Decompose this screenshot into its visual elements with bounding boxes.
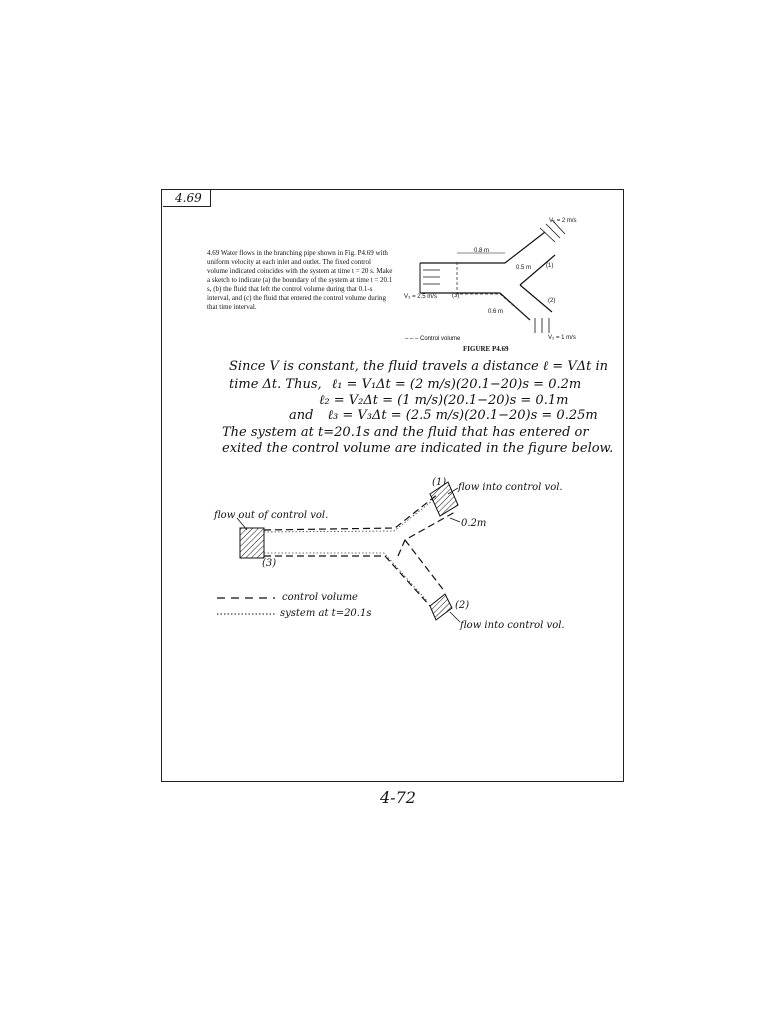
sketch-label-3: (3) [262, 558, 277, 569]
fig-dim-bottom: 0.6 m [488, 309, 504, 315]
solution-line-2: time Δt. Thus, ℓ₁ = V₁Δt = (2 m/s)(20.1−20)s = 0.2m [229, 377, 582, 392]
sketch-flow-in-2: flow into control vol. [460, 620, 565, 631]
solution-eq-2: ℓ₂ = V₂Δt = (1 m/s)(20.1−20)s = 0.1m [319, 393, 569, 408]
sketch-flow-out: flow out of control vol. [214, 510, 329, 521]
fig-label-2: (2) [548, 298, 556, 304]
sketch-label-2: (2) [455, 600, 470, 611]
solution-line-5: exited the control volume are indicated in the figure below. [222, 441, 614, 456]
problem-statement: 4.69 Water flows in the branching pipe shown in Fig. P4.69 with uniform velocity at each inlet and outlet. The fixed control volume indicated coincides with the system at time t = 20 s. Make a sketch to indicate (a) the boundary of the system at time t = 20.1 s, (b) the fluid that left the control volume during that 0.1-s interval, and (c) the fluid that entered the control volume during that time interval. [207, 249, 393, 311]
sketch-flow-in-1: flow into control vol. [458, 482, 563, 493]
legend-system: system at t=20.1s [280, 608, 372, 619]
fig-label-1: (1) [546, 263, 554, 269]
sketch-dim: 0.2m [461, 518, 487, 529]
solution-eq-3: and ℓ₃ = V₃Δt = (2.5 m/s)(20.1−20)s = 0.25m [289, 408, 598, 423]
solution-line-1: Since V is constant, the fluid travels a distance ℓ = VΔt in [229, 359, 608, 374]
fig-legend: – – – Control volume [405, 336, 461, 342]
sketch-label-1: (1) [432, 477, 447, 488]
fig-v2: V₂ = 1 m/s [548, 335, 576, 341]
problem-number: 4.69 [163, 190, 211, 207]
fig-v3: V₃ = 2.5 m/s [404, 294, 437, 300]
fig-dim-side: 0.5 m [516, 265, 532, 271]
fig-v1: V₁ = 2 m/s [549, 218, 577, 224]
page-number: 4-72 [380, 788, 416, 807]
figure-caption: FIGURE P4.69 [463, 345, 509, 353]
solution-line-4: The system at t=20.1s and the fluid that has entered or [222, 425, 589, 440]
fig-label-3: (3) [452, 293, 460, 299]
fig-dim-top: 0.8 m [474, 248, 490, 254]
legend-control-volume: control volume [282, 592, 358, 603]
